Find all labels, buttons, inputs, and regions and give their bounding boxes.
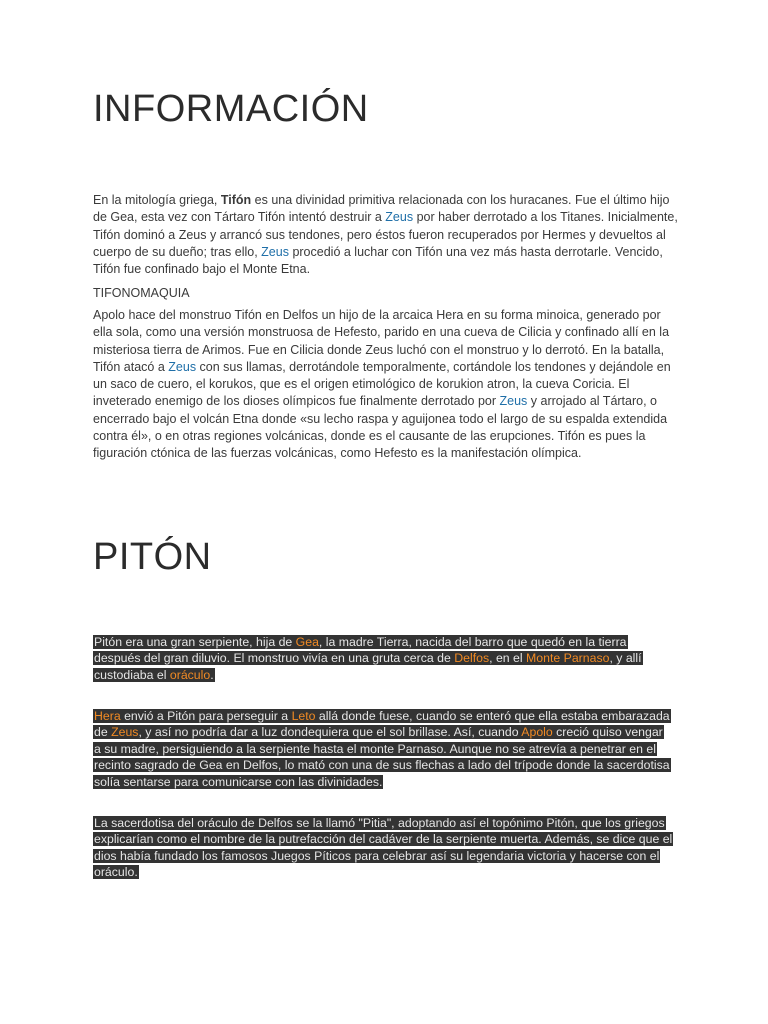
text-run: es una divinidad primitiva relacionada con los huracanes. Fue el último hijo de Gea, esta vez con Tártaro Tifón intentó destruir a (93, 193, 670, 225)
text-run: La sacerdotisa del oráculo de Delfos se la llamó "Pitia", adoptando así el topónimo Pitón, que los griegos explicarían como el nombre de la putrefacción del cadáver de la serpiente muerta. Además, se dice que el dios había fundado los famosos Juegos Píticos para celebrar así su legendaria victoria y hacerse con el oráculo. (94, 816, 673, 880)
highlight-run (93, 709, 671, 789)
link-zeus[interactable]: Zeus (499, 394, 528, 409)
text-run: Pitón era una gran serpiente, hija de (94, 635, 296, 649)
heading-piton: PITÓN (93, 536, 212, 578)
highlighted-paragraph-hera (93, 708, 673, 790)
link-zeus[interactable]: Zeus (168, 359, 197, 374)
paragraph-tifonomaquia (93, 307, 678, 463)
text-run: . (210, 667, 214, 682)
highlighted-paragraph-piton (93, 634, 673, 683)
link-oraculo[interactable]: oráculo (169, 667, 211, 682)
highlight-run (93, 816, 673, 879)
text-run: y arrojado al Tártaro, o encerrado bajo el volcán Etna donde «su lecho raspa y aguijonea todo el largo de su espalda extendida contra él», o en otras regiones volcánicas, donde es el causante de las erupciones. Tifón es pues la figuración ctónica de las fuerzas volcánicas, como Hefesto es la manifestación olímpica. (93, 394, 668, 461)
text-run: por haber derrotado a los Titanes. Inicialmente, Tifón dominó a Zeus y arrancó sus tendones, pero éstos fueron recuperados por Hermes y devueltos al cuerpo de su dueño; tras ello, (93, 210, 678, 259)
text-run: procedió a luchar con Tifón una vez más hasta derrotarle. Vencido, Tifón fue confinado bajo el Monte Etna. (93, 244, 663, 277)
link-monte-parnaso[interactable]: Monte Parnaso (526, 651, 610, 666)
text-run: , la madre Tierra, nacida del barro que quedó en la tierra después del gran diluvio. El monstruo vivía en una gruta cerca de (94, 635, 627, 666)
text-run: , en el (489, 651, 527, 666)
text-run: allá donde fuese, cuando se enteró que ella estaba embarazada de (94, 709, 670, 740)
link-leto[interactable]: Leto (291, 709, 316, 723)
link-hera[interactable]: Hera (94, 709, 121, 723)
highlight-run (93, 635, 643, 682)
text-run: creció quiso vengar a su madre, persiguiendo a la serpiente hasta el monte Parnaso. Aunque no se atrevía a penetrar en el recinto sagrado de Gea en Delfos, lo mató con una de sus flechas a lado del trípode donde la sacerdotisa solía sentarse para comunicarse con las divinidades. (94, 725, 670, 789)
text-run: con sus llamas, derrotándole temporalmente, cortándole los tendones y dejándole en un saco de cuero, el korukos, que es el origen etimológico de korukion atron, la cueva Coricia. El inveterado enemigo de los dioses olímpicos fue finalmente derrotado por (93, 359, 671, 409)
text-run: Apolo hace del monstruo Tifón en Delfos un hijo de la arcaica Hera en su forma minoica, generado por ella sola, como una versión monstruosa de Hefesto, parido en una cueva de Cilicia y confinado allí en la misteriosa tierra de Arimos. Fue en Cilicia donde Zeus luchó con el monstruo y lo derrotó. En la batalla, Tifón atacó a (93, 308, 670, 374)
bold-tifon: Tifón (220, 193, 252, 207)
label-tifonomaquia: TIFONOMAQUIA (93, 286, 190, 300)
text-run: En la mitología griega, (93, 193, 221, 207)
text-run: envió a Pitón para perseguir a (120, 709, 292, 723)
link-zeus[interactable]: Zeus (261, 244, 289, 259)
link-zeus[interactable]: Zeus (111, 725, 139, 740)
paragraph-tifon-intro (93, 192, 678, 278)
text-run: , y así no podría dar a luz dondequiera que el sol brillase. Así, cuando (138, 725, 522, 740)
link-apolo[interactable]: Apolo (521, 725, 553, 740)
link-zeus[interactable]: Zeus (385, 210, 414, 225)
text-run: , y allí custodiaba el (94, 651, 642, 682)
highlighted-paragraph-pitia (93, 815, 673, 881)
link-gea[interactable]: Gea (295, 635, 319, 649)
heading-informacion: INFORMACIÓN (93, 88, 369, 130)
link-delfos[interactable]: Delfos (454, 651, 490, 666)
